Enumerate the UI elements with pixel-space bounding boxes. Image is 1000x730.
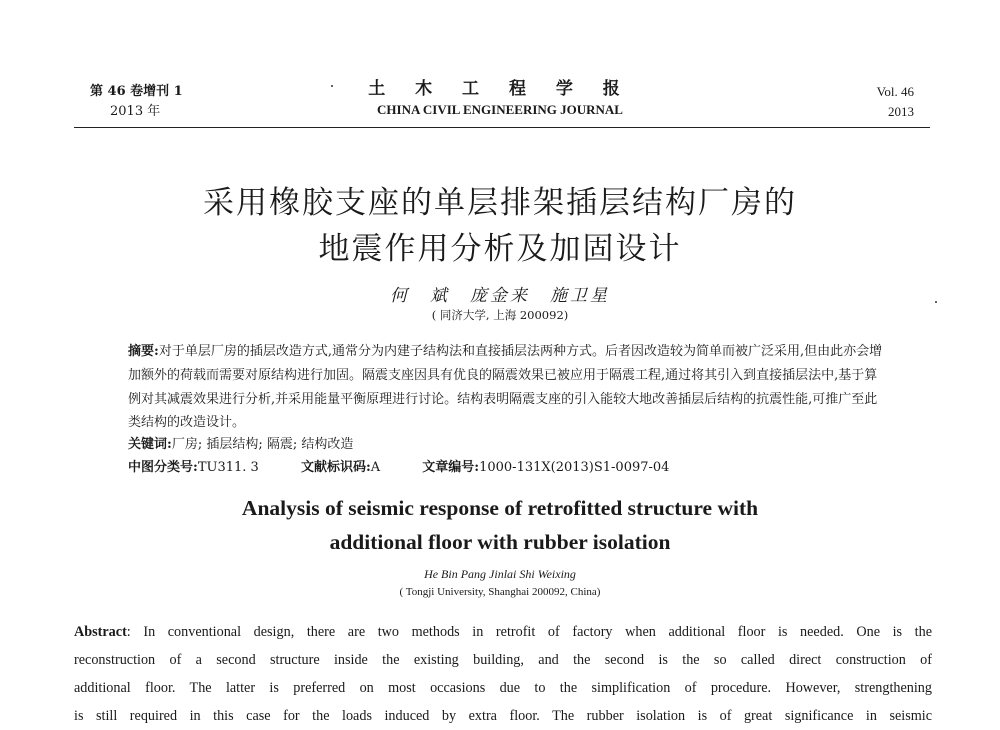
paper-title-cn bbox=[0, 180, 1000, 272]
keywords-cn bbox=[128, 434, 353, 456]
paper-title-en-line1: Analysis of seismic response of retrofitted structure with bbox=[241, 496, 759, 520]
doc-code-label: 文献标识码: bbox=[300, 460, 371, 475]
article-no-label: 文章编号: bbox=[422, 460, 480, 475]
paper-title-en bbox=[0, 491, 1000, 559]
header-rule bbox=[74, 127, 930, 128]
volume-en: Vol. 46 bbox=[876, 84, 914, 99]
classification-line bbox=[128, 457, 707, 479]
authors-en: He Bin Pang Jinlai Shi Weixing bbox=[424, 567, 576, 581]
abstract-cn-text: 对于单层厂房的插层改造方式,通常分为内建子结构法和直接插层法两种方式。后者因改造较为简单而被广泛采用,但由此亦会增加额外的荷载而需要对原结构进行加固。隔震支座因具有优良的隔震效果已被应用于隔震工程,通过将其引入到直接插层法中,基于算例对其减震效果进行分析,并采用能量平衡原理进行讨论。结构表明隔震支座的引入能较大地改善插层后结构的抗震性能,可推广至此类结构的改造设计。 bbox=[128, 344, 883, 431]
abstract-en-line bbox=[74, 618, 932, 646]
keywords-cn-label: 关键词: bbox=[128, 437, 172, 452]
abstract-en-label: Abstract bbox=[74, 624, 127, 640]
clc-label: 中图分类号: bbox=[128, 460, 198, 475]
abstract-cn-label: 摘要: bbox=[128, 344, 159, 359]
year-en: 2013 bbox=[888, 104, 914, 119]
keywords-cn-text: 厂房; 插层结构; 隔震; 结构改造 bbox=[171, 437, 354, 452]
paper-title-en-line2: additional floor with rubber isolation bbox=[329, 530, 671, 554]
paper-title-cn-line2: 地震作用分析及加固设计 bbox=[318, 231, 682, 267]
clc-value: TU311. 3 bbox=[197, 460, 259, 475]
abstract-en bbox=[74, 618, 932, 730]
abstract-en-line: is still required in this case for the loads induced by extra floor. The rubber isolation is of great significance in seismic bbox=[74, 708, 932, 724]
header-issue-block bbox=[877, 82, 914, 122]
paper-title-cn-line1: 采用橡胶支座的单层排架插层结构厂房的 bbox=[203, 185, 797, 221]
abstract-cn bbox=[128, 340, 888, 435]
journal-title-block bbox=[0, 78, 1000, 120]
affiliation-cn: ( 同济大学, 上海 200092) bbox=[431, 308, 569, 322]
journal-name-en: CHINA CIVIL ENGINEERING JOURNAL bbox=[377, 102, 623, 117]
abstract-en-line: additional floor. The latter is preferred on most occasions due to the simplification of procedure. However, strengthening bbox=[74, 680, 932, 696]
scan-dot bbox=[331, 85, 333, 87]
article-no-value: 1000-131X(2013)S1-0097-04 bbox=[479, 460, 670, 475]
affiliation-en: ( Tongji University, Shanghai 200092, China) bbox=[399, 586, 601, 598]
journal-name-cn: 土 木 工 程 学 报 bbox=[368, 79, 632, 99]
abstract-en-line-text: : In conventional design, there are two methods in retrofit of factory when additional floor is needed. One is the bbox=[126, 624, 932, 640]
doc-code-value: A bbox=[370, 460, 381, 475]
year-cn: 2013 年 bbox=[110, 104, 161, 119]
volume-cn: 第 46 卷增刊 1 bbox=[90, 84, 183, 99]
abstract-en-line: reconstruction of a second structure inside the existing building, and the second is the so called direct construction of bbox=[74, 652, 932, 668]
authors-cn: 何 斌 庞金来 施卫星 bbox=[390, 286, 610, 306]
